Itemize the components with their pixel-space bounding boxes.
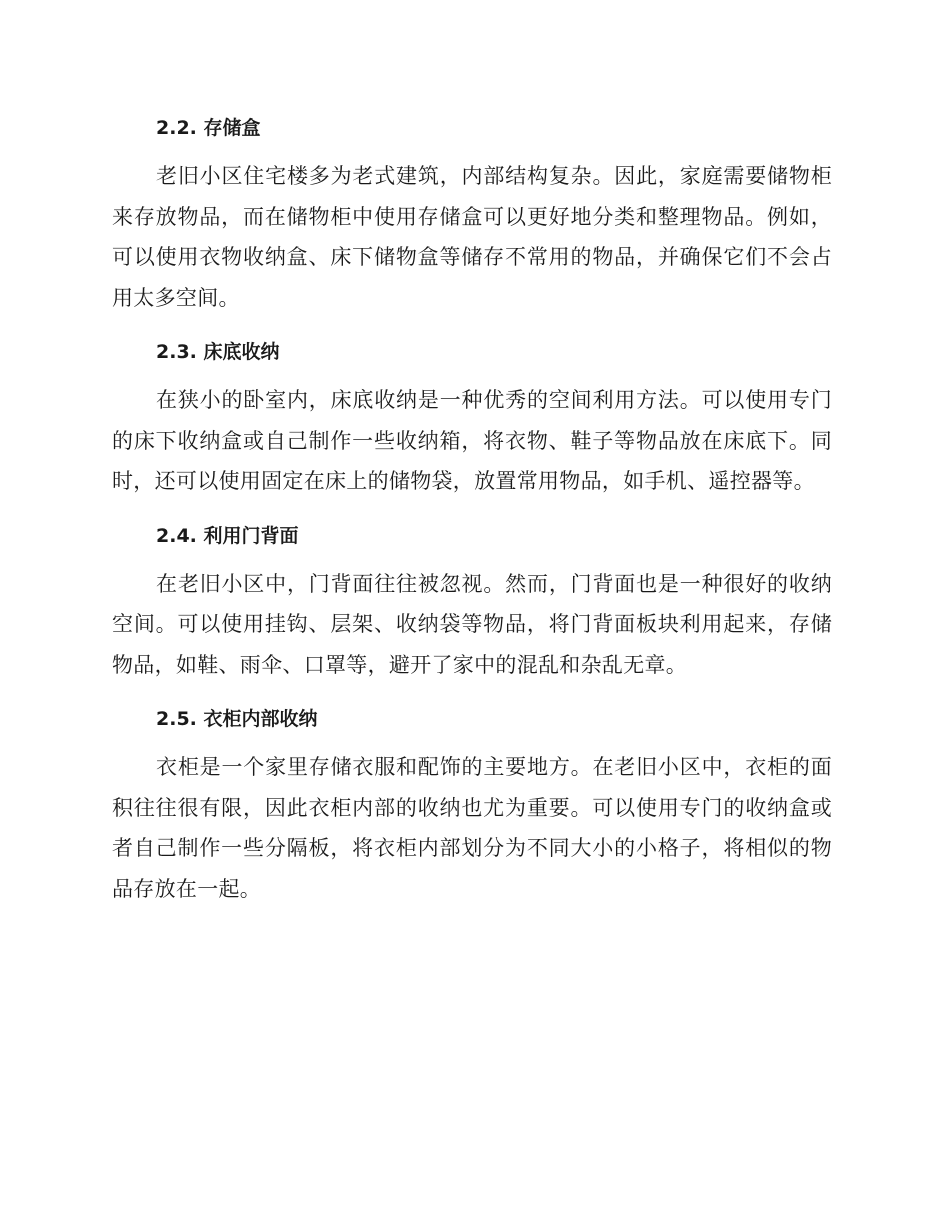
section-back-of-door [112, 516, 832, 686]
section-wardrobe-storage [112, 699, 832, 909]
section-under-bed-storage [112, 332, 832, 502]
document-page [112, 108, 832, 909]
section-paragraph: 老旧小区住宅楼多为老式建筑，内部结构复杂。因此，家庭需要储物柜来存放物品，而在储物柜中使用存储盒可以更好地分类和整理物品。例如，可以使用衣物收纳盒、床下储物盒等储存不常用的物品，并确保它们不会占用太多空间。 [112, 164, 832, 310]
section-heading: 2.4. 利用门背面 [156, 524, 299, 547]
section-paragraph: 衣柜是一个家里存储衣服和配饰的主要地方。在老旧小区中，衣柜的面积往往很有限，因此衣柜内部的收纳也尤为重要。可以使用专门的收纳盒或者自己制作一些分隔板，将衣柜内部划分为不同大小的小格子，将相似的物品存放在一起。 [112, 755, 832, 901]
section-paragraph: 在狭小的卧室内，床底收纳是一种优秀的空间利用方法。可以使用专门的床下收纳盒或自己制作一些收纳箱，将衣物、鞋子等物品放在床底下。同时，还可以使用固定在床上的储物袋，放置常用物品，如手机、遥控器等。 [112, 388, 832, 493]
section-heading: 2.5. 衣柜内部收纳 [156, 708, 318, 730]
section-paragraph: 在老旧小区中，门背面往往被忽视。然而，门背面也是一种很好的收纳空间。可以使用挂钩、层架、收纳袋等物品，将门背面板块利用起来，存储物品，如鞋、雨伞、口罩等，避开了家中的混乱和杂乱无章。 [112, 571, 832, 677]
section-storage-box [112, 108, 832, 318]
section-heading: 2.2. 存储盒 [156, 117, 261, 139]
section-heading: 2.3. 床底收纳 [156, 341, 280, 363]
